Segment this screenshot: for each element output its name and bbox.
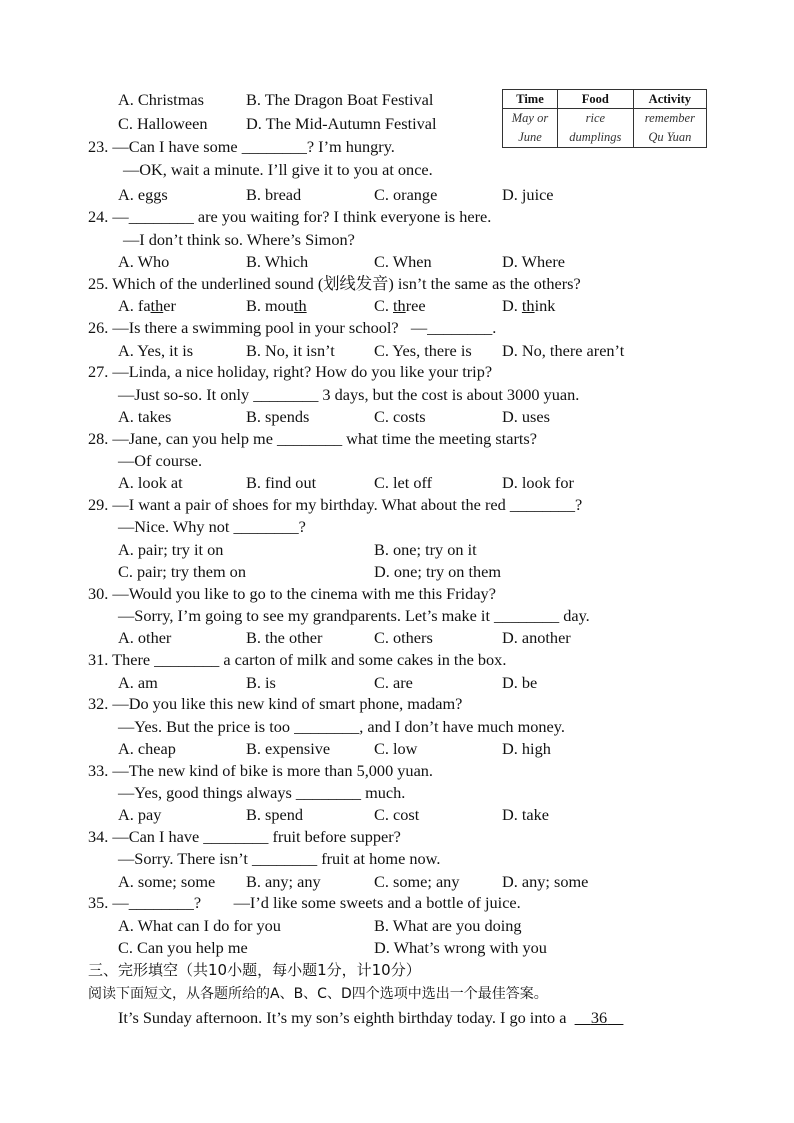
q29-response: —Nice. Why not ________? [118,517,306,536]
q32-option-d: D. high [502,739,551,758]
q30-option-d: D. another [502,628,571,647]
q35-option-c: C. Can you help me [118,938,248,957]
q29-option-b: B. one; try on it [374,540,477,559]
q31-option-d: D. be [502,673,538,692]
table-header-time: Time [503,90,558,109]
q23-option-a: A. eggs [118,185,168,204]
q26-option-c: C. Yes, there is [374,341,472,360]
q30-response: —Sorry, I’m going to see my grandparents. Let’s make it ________ day. [118,606,590,625]
q33-response: —Yes, good things always ________ much. [118,783,406,802]
q27-option-a: A. takes [118,407,172,426]
q34-option-a: A. some; some [118,872,216,891]
q23-option-b: B. bread [246,185,302,204]
q33-option-d: D. take [502,805,550,824]
q26-option-d: D. No, there aren’t [502,341,625,360]
q34-response: —Sorry. There isn’t ________ fruit at home now. [118,849,441,868]
q24-option-d: D. Where [502,252,565,271]
q32-option-b: B. expensive [246,739,331,758]
q22-option-c: C. Halloween [118,114,208,133]
q24-response: —I don’t think so. Where’s Simon? [123,230,355,249]
q31-stem: 31. There ________ a carton of milk and some cakes in the box. [88,650,507,669]
q23-response: —OK, wait a minute. I’ll give it to you at once. [123,160,433,179]
q34-stem: 34. —Can I have ________ fruit before supper? [88,827,401,846]
q26-option-b: B. No, it isn’t [246,341,335,360]
q25-option-d: D. think [502,296,556,315]
q27-option-b: B. spends [246,407,310,426]
q23-stem: 23. —Can I have some ________? I’m hungry. [88,137,395,156]
q30-option-c: C. others [374,628,433,647]
q35-option-b: B. What are you doing [374,916,522,935]
q32-stem: 32. —Do you like this new kind of smart phone, madam? [88,694,463,713]
q33-option-a: A. pay [118,805,162,824]
q34-option-d: D. any; some [502,872,589,891]
q33-stem: 33. —The new kind of bike is more than 5,000 yuan. [88,761,434,780]
q25-option-b: B. mouth [246,296,307,315]
q25-option-a: A. father [118,296,176,315]
q34-option-b: B. any; any [246,872,321,891]
q25-option-c: C. three [374,296,426,315]
q24-option-b: B. Which [246,252,309,271]
q31-option-c: C. are [374,673,413,692]
section-instruction: 阅读下面短文，从各题所给的A、B、C、D四个选项中选出一个最佳答案。 [88,986,548,1002]
q22-option-d: D. The Mid-Autumn Festival [246,114,437,133]
q28-option-d: D. look for [502,473,574,492]
q30-option-a: A. other [118,628,172,647]
passage-first-line: It’s Sunday afternoon. It’s my son’s eighth birthday today. I go into a 36 [118,1008,623,1028]
table-cell-food: rice dumplings [557,109,633,148]
q29-stem: 29. —I want a pair of shoes for my birthday. What about the red ________? [88,495,583,514]
q23-option-d: D. juice [502,185,554,204]
table-header-food: Food [557,90,633,109]
q22-option-b: B. The Dragon Boat Festival [246,90,434,109]
q28-response: —Of course. [118,451,203,470]
q32-response: —Yes. But the price is too ________, and I don’t have much money. [118,717,565,736]
q22-option-a: A. Christmas [118,90,204,109]
q33-option-c: C. cost [374,805,420,824]
blank-36[interactable]: 36 [590,1008,608,1027]
q29-option-c: C. pair; try them on [118,562,246,581]
q30-stem: 30. —Would you like to go to the cinema with me this Friday? [88,584,496,603]
q34-option-c: C. some; any [374,872,460,891]
q24-option-a: A. Who [118,252,170,271]
q28-option-b: B. find out [246,473,317,492]
q35-option-a: A. What can I do for you [118,916,281,935]
q32-option-c: C. low [374,739,418,758]
q24-option-c: C. When [374,252,432,271]
q35-option-d: D. What’s wrong with you [374,938,547,957]
q28-option-a: A. look at [118,473,183,492]
festival-info-table [502,89,707,148]
q25-stem: 25. Which of the underlined sound (划线发音) isn’t the same as the others? [88,274,581,293]
q23-option-c: C. orange [374,185,438,204]
q29-option-d: D. one; try on them [374,562,502,581]
section-title: 三、完形填空（共10小题，每小题1分，计10分） [88,961,421,979]
q31-option-a: A. am [118,673,158,692]
q32-option-a: A. cheap [118,739,176,758]
q27-option-c: C. costs [374,407,426,426]
q27-response: —Just so-so. It only ________ 3 days, but the cost is about 3000 yuan. [118,385,580,404]
q33-option-b: B. spend [246,805,303,824]
q26-stem: 26. —Is there a swimming pool in your school? —________. [88,318,497,337]
q24-stem: 24. —________ are you waiting for? I think everyone is here. [88,207,492,226]
q28-stem: 28. —Jane, can you help me ________ what time the meeting starts? [88,429,537,448]
q27-stem: 27. —Linda, a nice holiday, right? How do you like your trip? [88,362,493,381]
q30-option-b: B. the other [246,628,323,647]
q29-option-a: A. pair; try it on [118,540,224,559]
q35-stem: 35. —________? —I’d like some sweets and a bottle of juice. [88,893,521,912]
table-header-activity: Activity [633,90,706,109]
q26-option-a: A. Yes, it is [118,341,194,360]
table-cell-time: May or June [503,109,558,148]
table-cell-activity: remember Qu Yuan [633,109,706,148]
q27-option-d: D. uses [502,407,550,426]
q31-option-b: B. is [246,673,276,692]
q28-option-c: C. let off [374,473,433,492]
